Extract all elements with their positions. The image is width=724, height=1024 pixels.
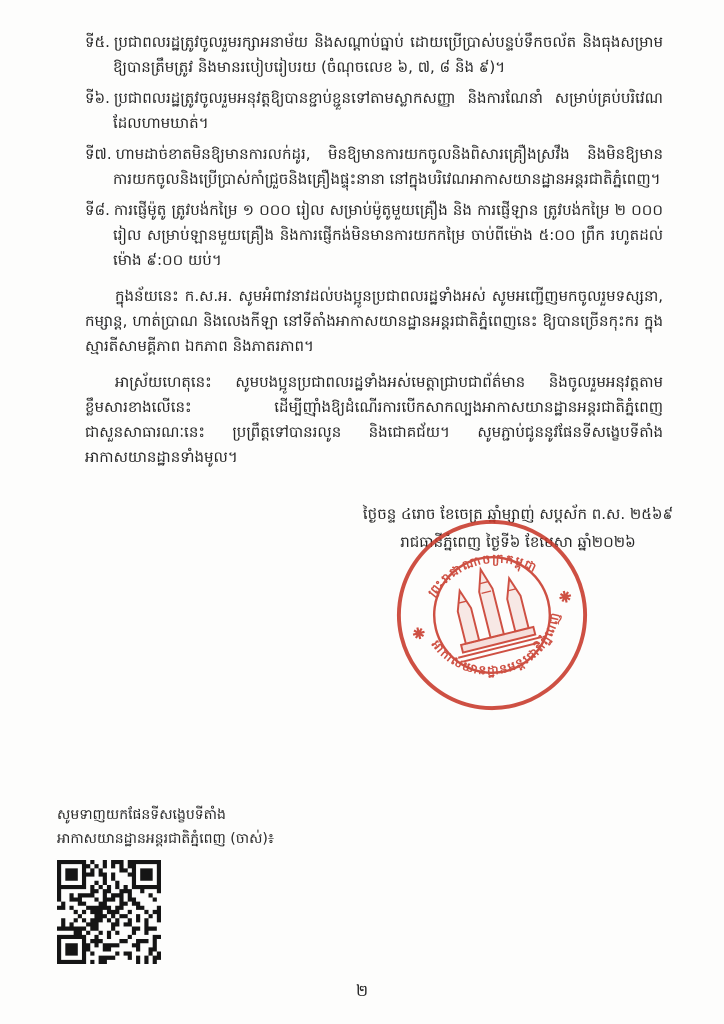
paragraph-closing: អាស្រ័យហេតុនេះ សូមបងប្អូនប្រជាពលរដ្ឋទាំងអស់មេត្តាជ្រាបជាព័ត៌មាន និងចូលរួមអនុវត្តតាមខ្លឹមសារខាងលើនេះ ដើម្បីញ៉ាំងឱ្យដំណើរការបើកសាកល្បងអាកាសយានដ្ឋានអន្តរជាតិភ្នំពេញ ជាសួនសាធារណៈនេះ ប្រព្រឹត្តទៅបានរលូន និងជោគជ័យ។ សូមភ្ជាប់ជូននូវផែនទីសង្ខេបទីតាំងអាកាសយានដ្ឋានទាំងមូល។: [85, 373, 663, 466]
item-number: ទី៧.: [85, 145, 112, 163]
list-item-6: [85, 86, 663, 136]
item-text: ហាមដាច់ខាតមិនឱ្យមានការលក់ដូរ, មិនឱ្យមានការយកចូលនិងពិសារគ្រឿងស្រវឹង និងមិនឱ្យមានការយកចូលនិងប្រើប្រាស់កាំជ្រួចនិងគ្រឿងផ្ទុះនានា នៅក្នុងបរិវេណអាកាសយានដ្ឋានអន្តរជាតិភ្នំពេញ។: [113, 145, 663, 188]
numbered-list: [85, 30, 663, 273]
qr-caption-line2: អាកាសយានដ្ឋានអន្តរជាតិភ្នំពេញ (ចាស់)៖: [57, 831, 275, 847]
item-number: ទី៥.: [85, 33, 110, 51]
seal-inner-ring: [422, 545, 562, 685]
qr-footer: [57, 803, 377, 964]
dateline-gregorian: រាជធានីភ្នំពេញ ថ្ងៃទី៦ ខែមេសា ឆ្នាំ២០២៦: [400, 533, 636, 551]
item-text: ប្រជាពលរដ្ឋត្រូវចូលរួមរក្សាអនាម័យ និងសណ្ដាប់ធ្នាប់ ដោយប្រើប្រាស់បន្ទប់ទឹកចល័ត និងធុងសម្រាម ឱ្យបានត្រឹមត្រូវ និងមានរបៀបរៀបរយ (ចំណុចលេខ ៦, ៧, ៨ និង ៩)។: [113, 33, 663, 76]
item-number: ទី៦.: [85, 89, 110, 107]
svg-text:អាកាសយានដ្ឋានអន្តរជាតិភ្នំពេញ: [427, 606, 575, 693]
page-number: ២: [355, 981, 369, 1000]
paragraph-appeal: ក្នុងន័យនេះ ក.ស.អ. សូមអំពាវនាវដល់បងប្អូនប្រជាពលរដ្ឋទាំងអស់ សូមអញ្ជើញមកចូលរួមទស្សនា, កម្សាន្ត, ហាត់ប្រាណ និងលេងកីឡា នៅទីតាំងអាកាសយានដ្ឋានអន្តរជាតិភ្នំពេញនេះ ឱ្យបានច្រើនកុះករ ក្នុងស្មារតីសាមគ្គីភាព ឯកភាព និងភាតរភាព។: [85, 287, 663, 355]
angkor-wat-icon: [439, 559, 543, 663]
qr-code: [57, 860, 161, 964]
dateline-khmer-lunar: ថ្ងៃចន្ទ ៤រោច ខែចេត្រ ឆ្នាំម្សាញ់ សប្ដស័ក ព.ស. ២៥៦៩: [362, 505, 674, 523]
notice-body: [85, 30, 663, 470]
seal-bottom-text: អាកាសយានដ្ឋានអន្តរជាតិភ្នំពេញ: [428, 610, 563, 678]
list-item-5: [85, 30, 663, 80]
dateline: [328, 500, 708, 556]
seal-star-left: [412, 626, 426, 640]
item-text: ការផ្ញើម៉ូតូ ត្រូវបង់កម្រៃ ១ ០០០ រៀល សម្រាប់ម៉ូតូមួយគ្រឿង និង ការផ្ញើឡាន ត្រូវបង់កម្រៃ ២ ០០០ រៀល សម្រាប់ឡានមួយគ្រឿង និងការផ្ញើកង់មិនមានការយកកម្រៃ ចាប់ពីម៉ោង ៥:០០ ព្រឹក រហូតដល់ម៉ោង ៩:០០ យប់។: [113, 201, 663, 269]
list-item-8: [85, 198, 663, 273]
list-item-7: [85, 142, 663, 192]
seal-top-text: ព្រះរាជាណាចក្រកម្ពុជា: [425, 551, 540, 600]
qr-caption-line1: សូមទាញយកផែនទីសង្ខេបទីតាំង: [57, 807, 226, 823]
seal-star-right: [558, 590, 572, 604]
item-number: ទី៨.: [85, 201, 110, 219]
item-text: ប្រជាពលរដ្ឋត្រូវចូលរួមអនុវត្តឱ្យបានខ្ជាប់ខ្ជួនទៅតាមស្លាកសញ្ញា និងការណែនាំ សម្រាប់គ្រប់បរិវេណដែលហាមឃាត់។: [113, 89, 663, 132]
